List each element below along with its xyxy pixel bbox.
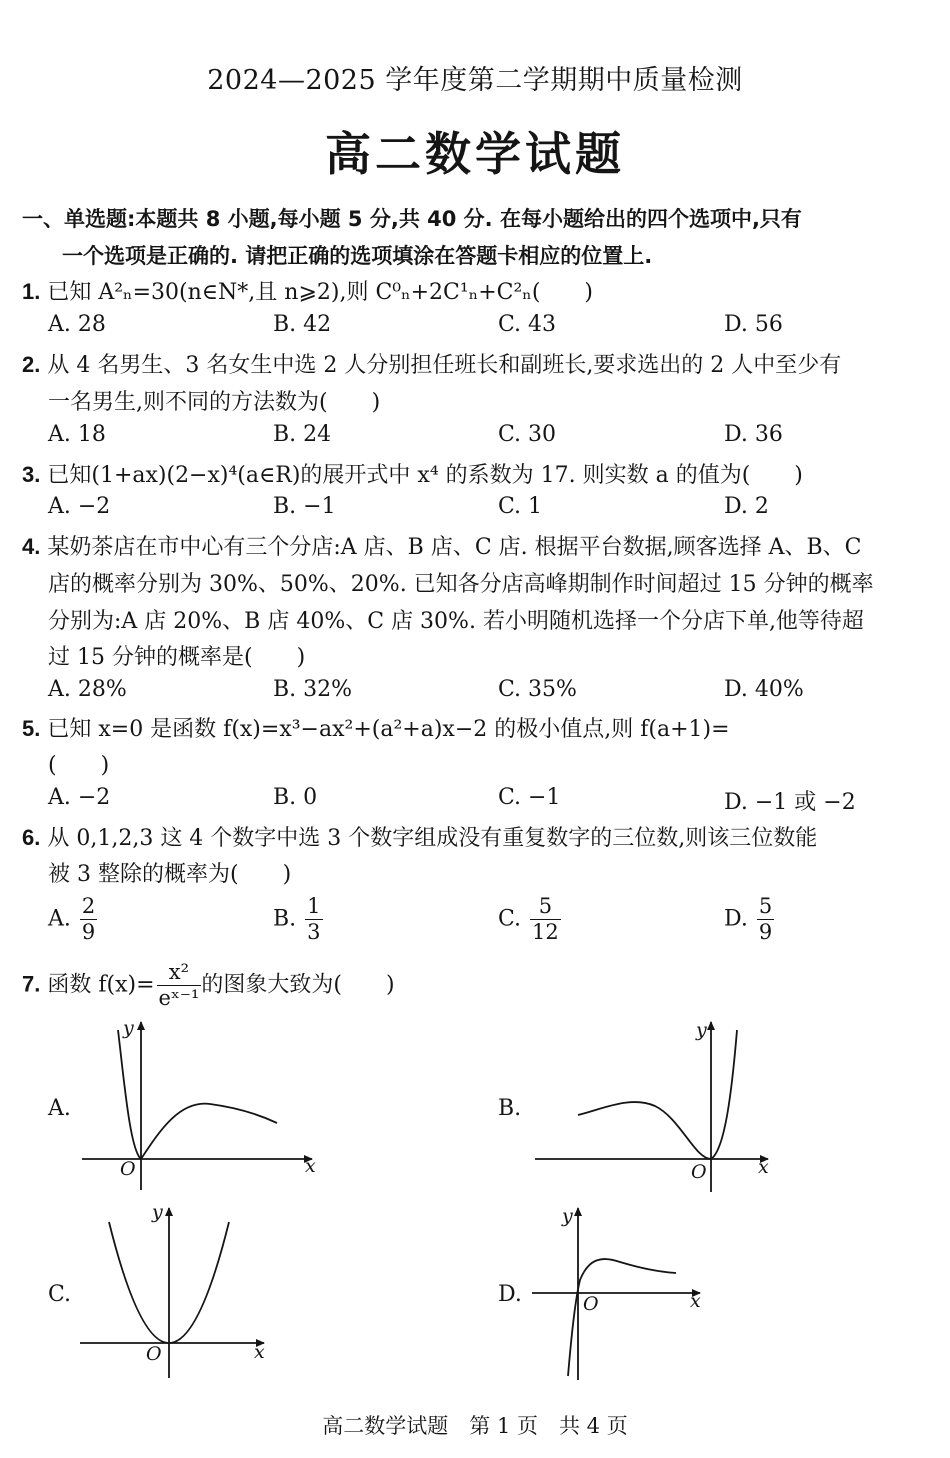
denominator: 9 [81, 920, 96, 944]
page-footer: 高二数学试题 第 1 页 共 4 页 [322, 1414, 628, 1438]
option-letter: B. [273, 906, 297, 932]
question-text: 某奶茶店在市中心有三个分店:A 店、B 店、C 店. 根据平台数据,顾客选择 A、B、C [47, 535, 862, 560]
axis-label-x: x [305, 1155, 316, 1177]
option-d: D. 36 [724, 422, 783, 447]
denominator: 12 [532, 920, 559, 944]
question-number: 4. [22, 534, 41, 559]
option-d: D. −1 或 −2 [724, 790, 856, 815]
origin-label: O [146, 1343, 162, 1365]
question-text: 已知(1+ax)(2−x)⁴(a∈R)的展开式中 x⁴ 的系数为 17. 则实数 a 的值为( ) [47, 463, 803, 488]
denominator: 9 [758, 920, 773, 944]
option-d: D. 40% [724, 677, 804, 702]
question-6-line2: 被 3 整除的概率为( ) [48, 862, 292, 887]
option-c: C. −1 [498, 785, 561, 810]
numerator: x² [157, 962, 202, 986]
option-b: B. 0 [273, 785, 318, 810]
question-text: 已知 A²ₙ=30(n∈N*,且 n⩾2),则 C⁰ₙ+2C¹ₙ+C²ₙ( ) [47, 280, 593, 305]
subject-title: 高二数学试题 [325, 127, 625, 181]
axis-label-y: y [123, 1017, 134, 1039]
axis-label-x: x [254, 1341, 265, 1363]
question-number: 6. [22, 825, 41, 850]
origin-label: O [120, 1158, 136, 1180]
graph-c [80, 1208, 264, 1378]
option-b: B. 42 [273, 312, 332, 337]
axis-label-y: y [152, 1201, 163, 1223]
question-4-line4: 过 15 分钟的概率是( ) [48, 645, 306, 670]
axis-label-x: x [758, 1156, 769, 1178]
axis-label-x: x [690, 1290, 701, 1312]
axis-label-y: y [562, 1205, 573, 1227]
option-a: A. 28 [48, 312, 106, 337]
graph-d [532, 1208, 700, 1380]
question-4-line3: 分别为:A 店 20%、B 店 40%、C 店 30%. 若小明随机选择一个分店下单,他等待超 [48, 609, 864, 634]
option-b: B. 32% [273, 677, 353, 702]
denominator: 3 [307, 920, 321, 944]
question-number: 3. [22, 462, 41, 487]
curve [578, 1030, 737, 1159]
curve [568, 1259, 676, 1376]
option-c: C. 43 [498, 312, 557, 337]
option-c: C. 1 [498, 494, 543, 519]
denominator: eˣ⁻¹ [158, 986, 200, 1010]
option-letter: D. [724, 906, 748, 932]
option-letter: C. [498, 906, 522, 932]
question-text: 从 4 名男生、3 名女生中选 2 人分别担任班长和副班长,要求选出的 2 人中至少有 [47, 353, 842, 378]
origin-label: O [583, 1293, 599, 1315]
section-instruction-line1: 一、单选题:本题共 8 小题,每小题 5 分,共 40 分. 在每小题给出的四个选项中,只有 [22, 207, 802, 231]
option-d: D. 2 [724, 494, 769, 519]
exam-title: 2024—2025 学年度第二学期期中质量检测 [207, 65, 743, 96]
question-2-line2: 一名男生,则不同的方法数为( ) [48, 390, 381, 415]
question-number: 5. [22, 716, 41, 741]
option-c: C. 35% [498, 677, 577, 702]
question-text-after: 的图象大致为( ) [201, 972, 395, 998]
graph-label-c: C. [48, 1282, 72, 1307]
option-b: B. −1 [273, 494, 336, 519]
numerator: 2 [81, 894, 96, 918]
numerator: 5 [530, 896, 561, 920]
option-a: A. 28% [48, 677, 127, 702]
graph-a [82, 1022, 312, 1190]
graph-b [535, 1022, 768, 1192]
question-text: 函数 f(x)= [47, 972, 155, 998]
graph-label-a: A. [48, 1096, 71, 1121]
option-d: D. 56 [724, 312, 783, 337]
option-a: A. 18 [48, 422, 106, 447]
option-a: A. −2 [48, 494, 111, 519]
question-number: 7. [22, 971, 41, 997]
option-c: C. 30 [498, 422, 557, 447]
option-letter: A. [48, 906, 71, 932]
question-text: 从 0,1,2,3 这 4 个数字中选 3 个数字组成没有重复数字的三位数,则该三位数能 [47, 826, 818, 851]
question-number: 1. [22, 279, 41, 304]
question-5-line2: ( ) [48, 753, 110, 778]
numerator: 1 [307, 894, 321, 918]
origin-label: O [691, 1161, 707, 1183]
option-a: A. −2 [48, 785, 111, 810]
section-instruction-line2: 一个选项是正确的. 请把正确的选项填涂在答题卡相应的位置上. [62, 244, 653, 268]
graph-label-d: D. [498, 1282, 522, 1307]
option-b: B. 24 [273, 422, 332, 447]
graph-label-b: B. [498, 1096, 522, 1121]
question-text: 已知 x=0 是函数 f(x)=x³−ax²+(a²+a)x−2 的极小值点,则 f(a+1)= [47, 717, 730, 742]
question-number: 2. [22, 352, 41, 377]
axis-label-y: y [696, 1019, 707, 1041]
numerator: 5 [758, 894, 773, 918]
question-4-line2: 店的概率分别为 30%、50%、20%. 已知各分店高峰期制作时间超过 15 分钟的概率 [48, 572, 874, 597]
